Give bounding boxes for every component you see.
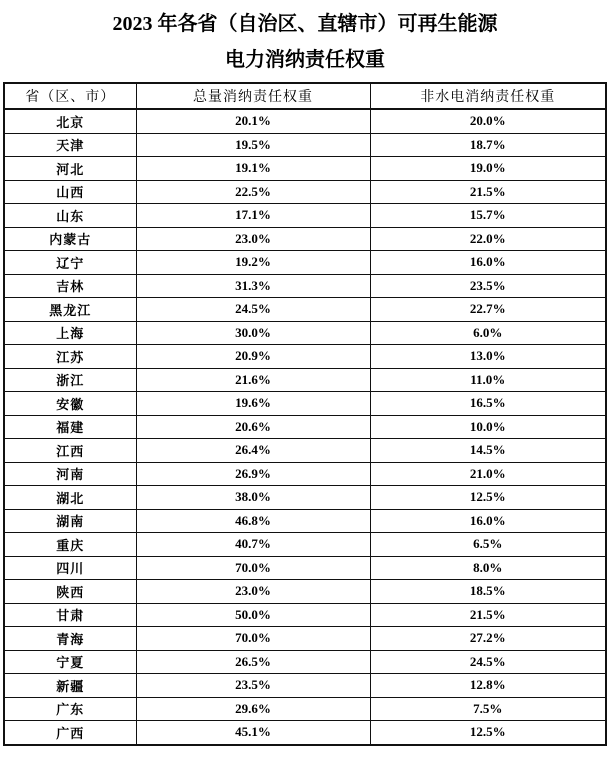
header-province: 省（区、市） — [4, 83, 136, 109]
non-hydro-weight-cell: 12.5% — [370, 721, 606, 745]
non-hydro-weight-cell: 14.5% — [370, 439, 606, 463]
non-hydro-weight-cell: 24.5% — [370, 650, 606, 674]
province-cell: 河南 — [4, 462, 136, 486]
province-cell: 天津 — [4, 133, 136, 157]
table-row — [4, 556, 606, 580]
total-weight-cell: 30.0% — [136, 321, 370, 345]
non-hydro-weight-cell: 18.5% — [370, 580, 606, 604]
province-cell: 宁夏 — [4, 650, 136, 674]
province-cell: 青海 — [4, 627, 136, 651]
total-weight-cell: 26.4% — [136, 439, 370, 463]
header-non-hydro-weight: 非水电消纳责任权重 — [370, 83, 606, 109]
non-hydro-weight-cell: 13.0% — [370, 345, 606, 369]
province-cell: 上海 — [4, 321, 136, 345]
province-cell: 福建 — [4, 415, 136, 439]
total-weight-cell: 24.5% — [136, 298, 370, 322]
document-title — [0, 6, 610, 78]
table-row — [4, 533, 606, 557]
total-weight-cell: 20.6% — [136, 415, 370, 439]
non-hydro-weight-cell: 23.5% — [370, 274, 606, 298]
non-hydro-weight-cell: 6.5% — [370, 533, 606, 557]
total-weight-cell: 50.0% — [136, 603, 370, 627]
province-cell: 河北 — [4, 157, 136, 181]
non-hydro-weight-cell: 16.5% — [370, 392, 606, 416]
province-cell: 重庆 — [4, 533, 136, 557]
table-row — [4, 204, 606, 228]
table-row — [4, 298, 606, 322]
total-weight-cell: 19.1% — [136, 157, 370, 181]
non-hydro-weight-cell: 10.0% — [370, 415, 606, 439]
table-header-row — [4, 83, 606, 109]
province-cell: 湖南 — [4, 509, 136, 533]
non-hydro-weight-cell: 12.5% — [370, 486, 606, 510]
total-weight-cell: 46.8% — [136, 509, 370, 533]
non-hydro-weight-cell: 22.7% — [370, 298, 606, 322]
province-cell: 江苏 — [4, 345, 136, 369]
total-weight-cell: 17.1% — [136, 204, 370, 228]
table-row — [4, 368, 606, 392]
province-cell: 湖北 — [4, 486, 136, 510]
table-row — [4, 650, 606, 674]
table-row — [4, 603, 606, 627]
province-cell: 新疆 — [4, 674, 136, 698]
province-cell: 甘肃 — [4, 603, 136, 627]
non-hydro-weight-cell: 20.0% — [370, 109, 606, 133]
non-hydro-weight-cell: 11.0% — [370, 368, 606, 392]
non-hydro-weight-cell: 21.0% — [370, 462, 606, 486]
table-row — [4, 415, 606, 439]
total-weight-cell: 40.7% — [136, 533, 370, 557]
non-hydro-weight-cell: 21.5% — [370, 603, 606, 627]
total-weight-cell: 23.0% — [136, 227, 370, 251]
province-cell: 浙江 — [4, 368, 136, 392]
total-weight-cell: 26.9% — [136, 462, 370, 486]
province-cell: 北京 — [4, 109, 136, 133]
non-hydro-weight-cell: 27.2% — [370, 627, 606, 651]
table-row — [4, 227, 606, 251]
total-weight-cell: 31.3% — [136, 274, 370, 298]
province-cell: 山东 — [4, 204, 136, 228]
header-total-weight: 总量消纳责任权重 — [136, 83, 370, 109]
total-weight-cell: 19.5% — [136, 133, 370, 157]
total-weight-cell: 26.5% — [136, 650, 370, 674]
total-weight-cell: 38.0% — [136, 486, 370, 510]
table-row — [4, 462, 606, 486]
non-hydro-weight-cell: 12.8% — [370, 674, 606, 698]
province-cell: 山西 — [4, 180, 136, 204]
province-cell: 黑龙江 — [4, 298, 136, 322]
total-weight-cell: 45.1% — [136, 721, 370, 745]
total-weight-cell: 70.0% — [136, 556, 370, 580]
table-row — [4, 509, 606, 533]
province-cell: 安徽 — [4, 392, 136, 416]
province-cell: 广西 — [4, 721, 136, 745]
total-weight-cell: 23.5% — [136, 674, 370, 698]
non-hydro-weight-cell: 8.0% — [370, 556, 606, 580]
table-row — [4, 439, 606, 463]
table-row — [4, 345, 606, 369]
weights-table — [3, 82, 607, 746]
document-title-line1: 2023 年各省（自治区、直辖市）可再生能源 — [112, 13, 498, 35]
non-hydro-weight-cell: 18.7% — [370, 133, 606, 157]
non-hydro-weight-cell: 21.5% — [370, 180, 606, 204]
total-weight-cell: 70.0% — [136, 627, 370, 651]
table-row — [4, 580, 606, 604]
total-weight-cell: 23.0% — [136, 580, 370, 604]
total-weight-cell: 20.1% — [136, 109, 370, 133]
province-cell: 陕西 — [4, 580, 136, 604]
non-hydro-weight-cell: 19.0% — [370, 157, 606, 181]
table-row — [4, 321, 606, 345]
total-weight-cell: 19.2% — [136, 251, 370, 275]
table-header — [4, 83, 606, 109]
non-hydro-weight-cell: 7.5% — [370, 697, 606, 721]
table-row — [4, 486, 606, 510]
table-row — [4, 274, 606, 298]
table-row — [4, 627, 606, 651]
non-hydro-weight-cell: 15.7% — [370, 204, 606, 228]
table-row — [4, 109, 606, 133]
province-cell: 四川 — [4, 556, 136, 580]
table-row — [4, 157, 606, 181]
province-cell: 江西 — [4, 439, 136, 463]
total-weight-cell: 29.6% — [136, 697, 370, 721]
non-hydro-weight-cell: 6.0% — [370, 321, 606, 345]
non-hydro-weight-cell: 22.0% — [370, 227, 606, 251]
non-hydro-weight-cell: 16.0% — [370, 251, 606, 275]
table-row — [4, 133, 606, 157]
table-row — [4, 674, 606, 698]
table-row — [4, 180, 606, 204]
table-row — [4, 721, 606, 745]
total-weight-cell: 20.9% — [136, 345, 370, 369]
total-weight-cell: 19.6% — [136, 392, 370, 416]
document-title-line2: 电力消纳责任权重 — [225, 49, 385, 71]
non-hydro-weight-cell: 16.0% — [370, 509, 606, 533]
table-row — [4, 697, 606, 721]
table-row — [4, 392, 606, 416]
province-cell: 广东 — [4, 697, 136, 721]
table-row — [4, 251, 606, 275]
province-cell: 辽宁 — [4, 251, 136, 275]
province-cell: 吉林 — [4, 274, 136, 298]
province-cell: 内蒙古 — [4, 227, 136, 251]
total-weight-cell: 21.6% — [136, 368, 370, 392]
total-weight-cell: 22.5% — [136, 180, 370, 204]
table-body — [4, 109, 606, 745]
